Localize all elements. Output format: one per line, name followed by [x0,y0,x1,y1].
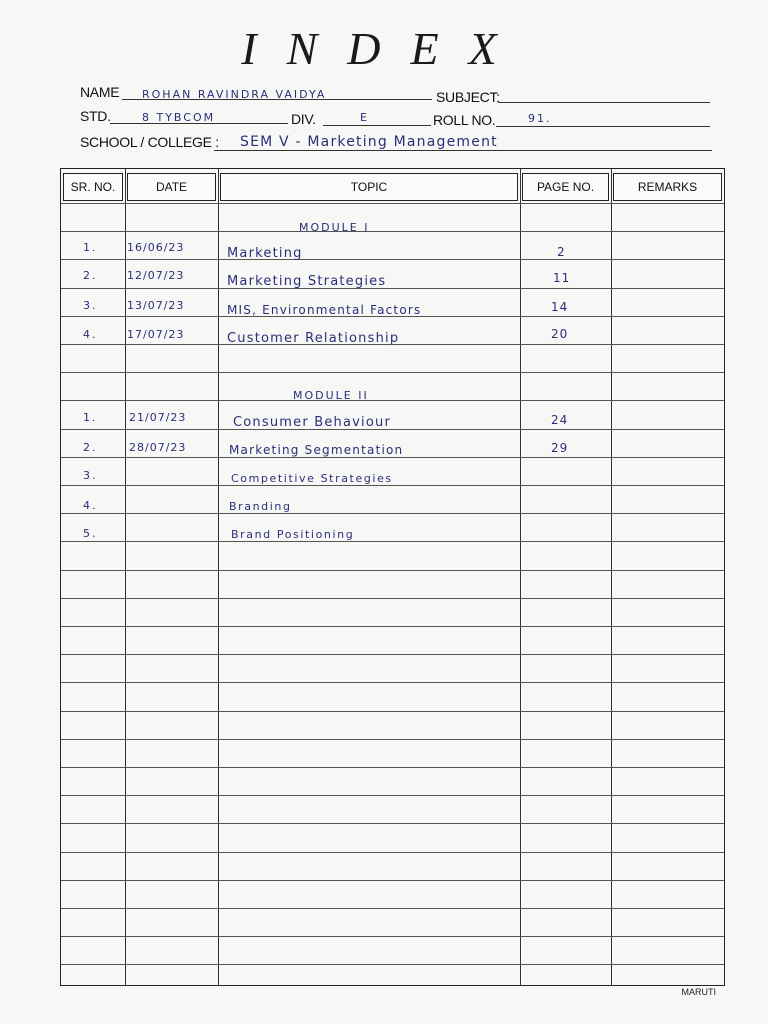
row-page: 24 [551,413,569,427]
subject-label: SUBJECT: [436,89,500,105]
module-heading: MODULE II [293,389,369,402]
row-topic: MIS, Environmental Factors [227,303,422,317]
div-label: DIV. [291,111,316,127]
row-sr: 4. [83,328,98,341]
row-sr: 2. [83,441,98,454]
col-header-remarks: REMARKS [613,173,722,201]
std-value: 8 TYBCOM [142,111,216,124]
ruled-line [61,711,724,712]
row-sr: 5. [83,527,98,540]
ruled-line [61,400,724,401]
row-date: 13/07/23 [127,299,185,312]
col-header-page: PAGE NO. [522,173,609,201]
page-title: INDEX [241,23,527,74]
row-page: 20 [551,327,569,341]
row-date: 17/07/23 [127,328,185,341]
ruled-line [61,880,724,881]
row-sr: 1. [83,241,98,254]
ruled-line [61,739,724,740]
ruled-line [61,457,724,458]
ruled-line [61,852,724,853]
div-line [323,109,431,126]
row-topic: Competitive Strategies [231,472,393,485]
std-label: STD. [80,108,111,124]
row-topic: Marketing [227,246,303,261]
name-label: NAME [80,84,120,100]
ruled-line [61,203,724,204]
row-sr: 3. [83,299,98,312]
ruled-line [61,485,724,486]
col-header-topic: TOPIC [220,173,518,201]
row-topic: Customer Relationship [227,331,400,346]
ruled-line [61,795,724,796]
ruled-line [61,682,724,683]
ruled-line [61,429,724,430]
subject-line [498,86,710,103]
row-sr: 1. [83,411,98,424]
ruled-line [61,288,724,289]
row-topic: Marketing Segmentation [229,443,404,457]
index-table [60,168,725,986]
col-header-date: DATE [127,173,216,201]
row-sr: 4. [83,499,98,512]
roll-label: ROLL NO. [433,112,496,128]
school-label: SCHOOL / COLLEGE : [80,134,219,150]
row-topic: Marketing Strategies [227,274,387,289]
row-date: 12/07/23 [127,269,185,282]
row-page: 29 [551,441,569,455]
ruled-line [61,936,724,937]
row-date: 21/07/23 [129,411,187,424]
col-header-sr: SR. NO. [63,173,123,201]
row-sr: 3. [83,469,98,482]
ruled-line [61,541,724,542]
module-heading: MODULE I [299,221,370,234]
ruled-line [61,908,724,909]
col-divider [125,169,126,985]
ruled-line [61,823,724,824]
ruled-line [61,259,724,260]
ruled-line [61,598,724,599]
row-date: 16/06/23 [127,241,185,254]
brand-mark: MARUTI [681,987,716,997]
row-page: 11 [553,271,571,285]
school-value: SEM V - Marketing Management [240,134,498,150]
row-page: 2 [557,245,566,259]
row-date: 28/07/23 [129,441,187,454]
name-value: ROHAN RAVINDRA VAIDYA [142,88,327,101]
ruled-line [61,231,724,232]
row-topic: Branding [229,500,292,513]
row-topic: Consumer Behaviour [233,415,391,430]
div-value: E [360,111,369,124]
roll-value: 91. [528,112,552,125]
row-page: 14 [551,300,569,314]
ruled-line [61,767,724,768]
ruled-line [61,654,724,655]
ruled-line [61,626,724,627]
col-divider [520,169,521,985]
ruled-line [61,513,724,514]
col-divider [611,169,612,985]
row-sr: 2. [83,269,98,282]
col-divider [218,169,219,985]
ruled-line [61,964,724,965]
row-topic: Brand Positioning [231,528,355,541]
ruled-line [61,570,724,571]
ruled-line [61,372,724,373]
